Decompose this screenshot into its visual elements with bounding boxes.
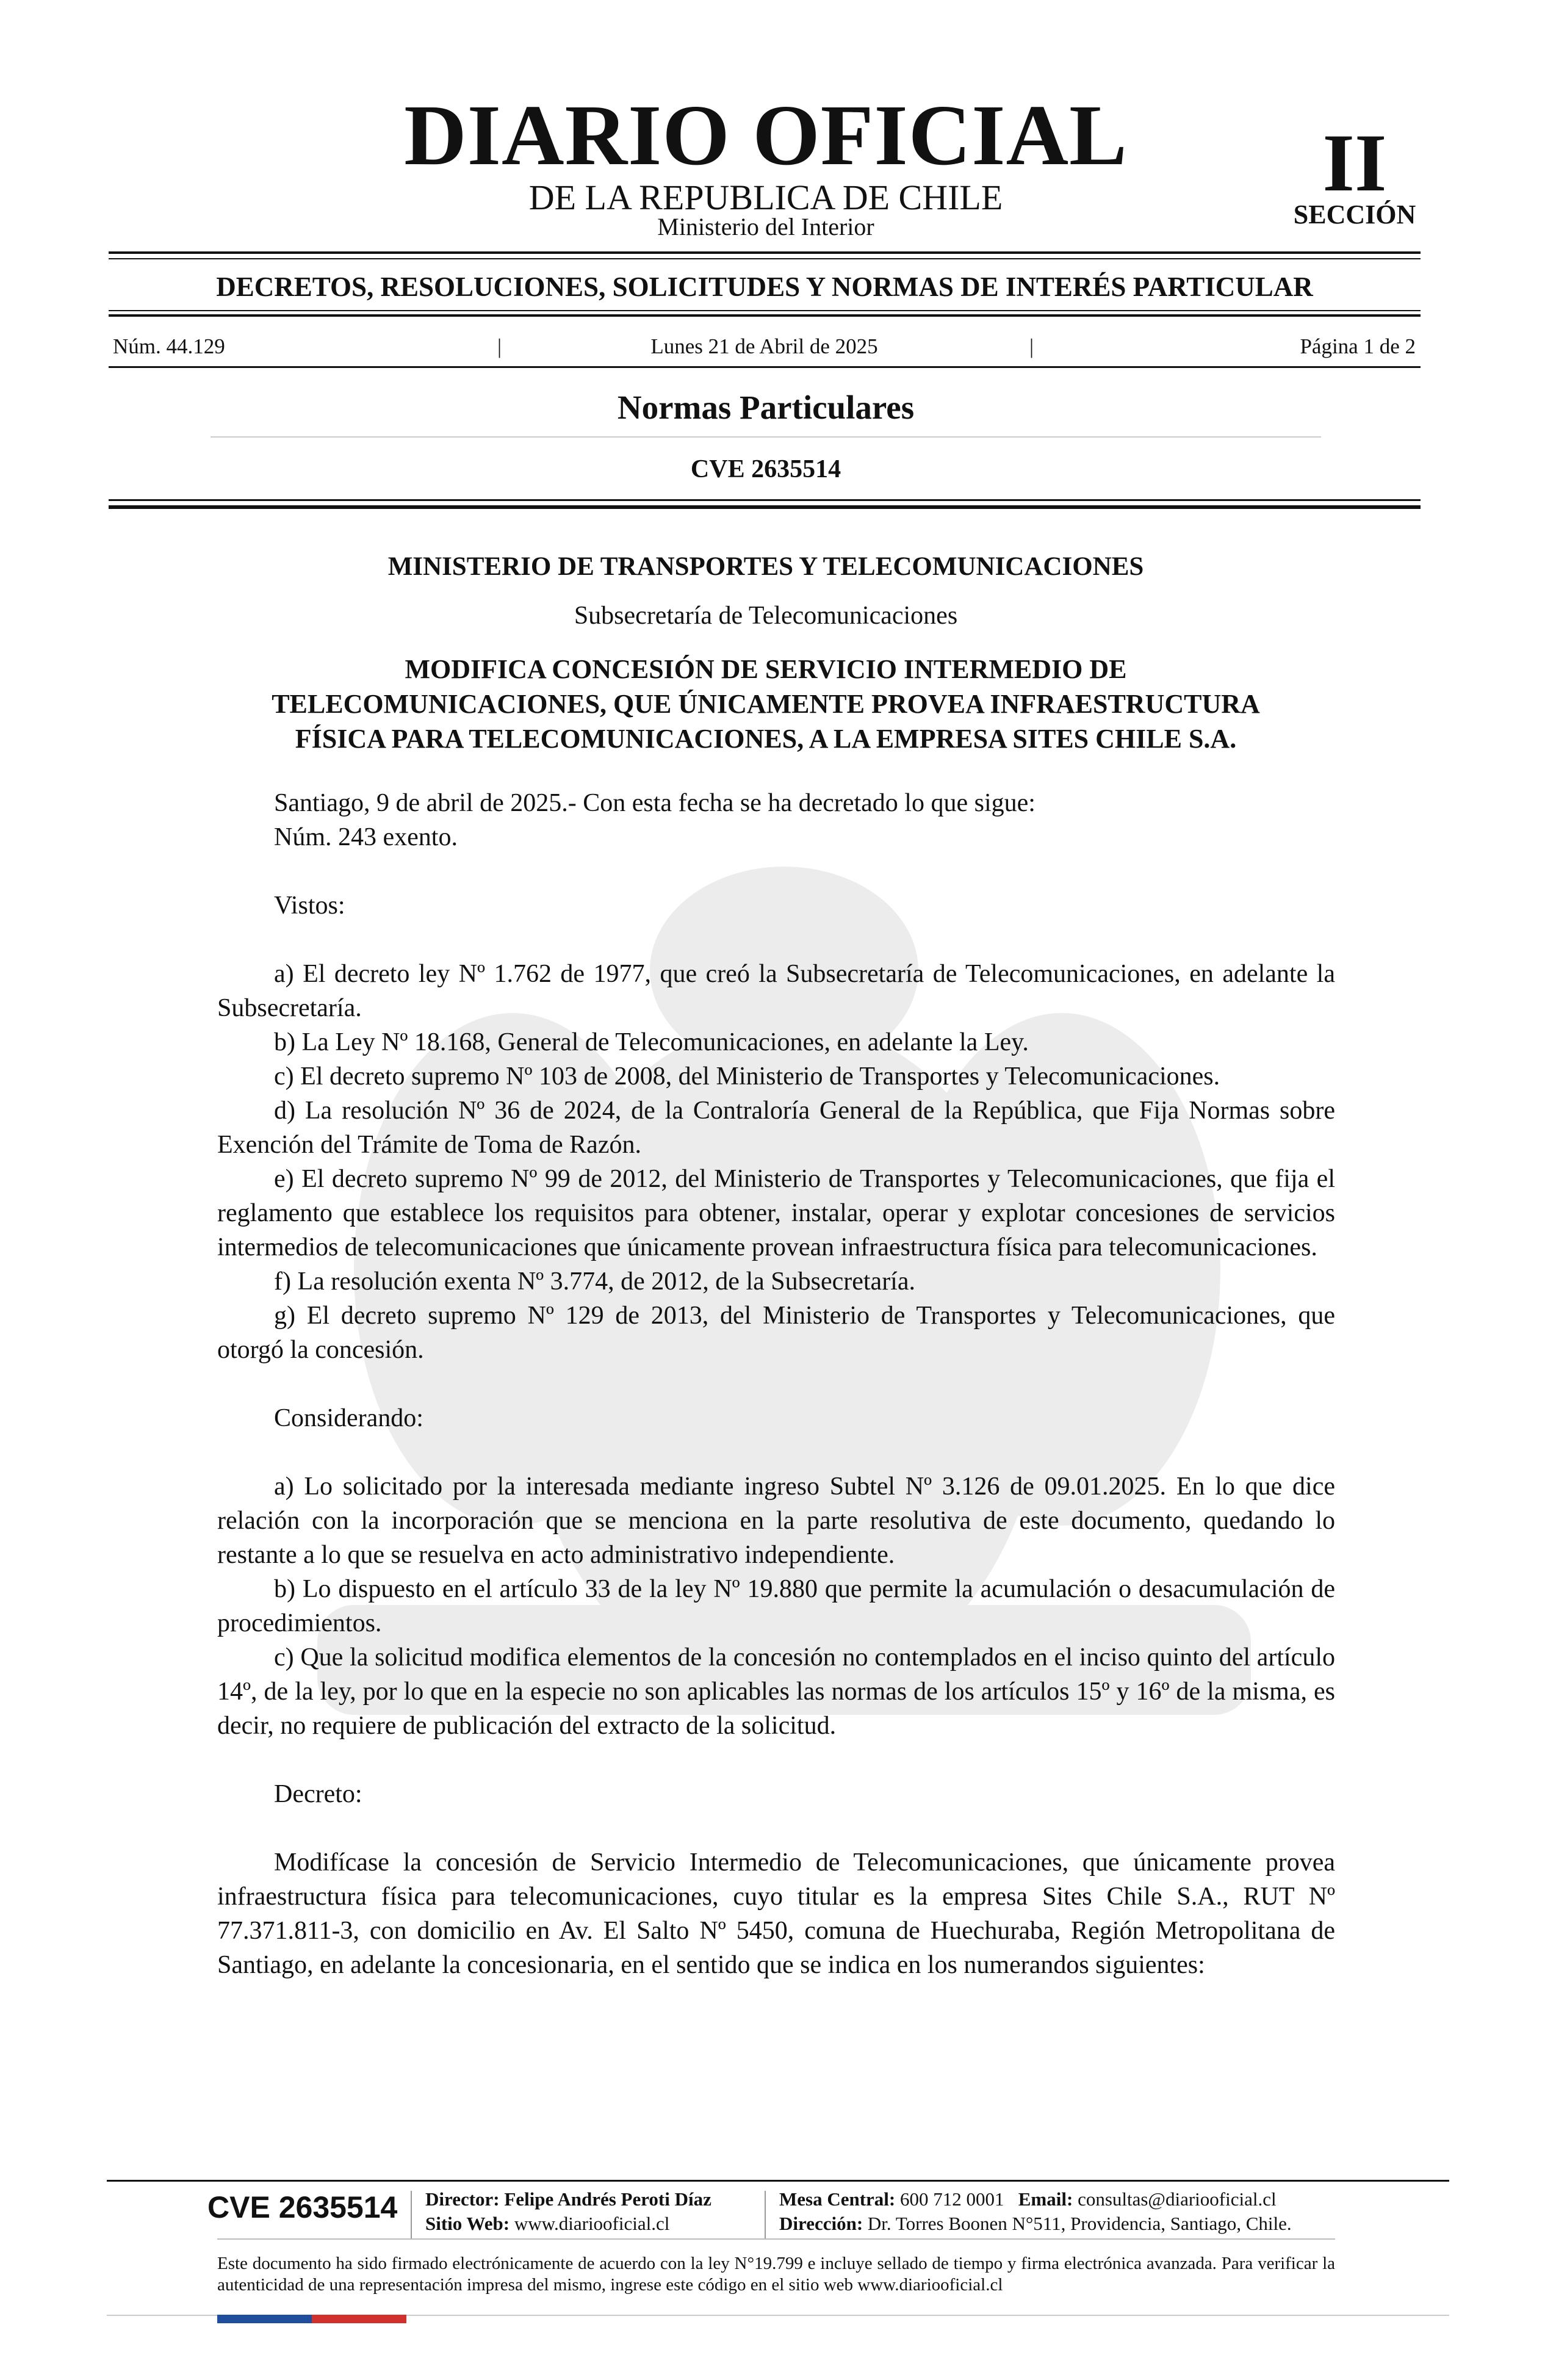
masthead-subtitle: DE LA REPUBLICA DE CHILE [528, 178, 1003, 217]
footer-separator-1 [411, 2191, 412, 2238]
flag-stripe-blue [217, 2315, 312, 2323]
decree-title [201, 652, 1330, 756]
section-label: SECCIÓN [1293, 200, 1416, 229]
footer-director-block [425, 2187, 711, 2236]
vistos-item-d: d) La resolución Nº 36 de 2024, de la Contraloría General de la República, que Fija Normas sobre Exención del Trámite de Toma de Razón. [217, 1097, 1335, 1159]
footer-email-link[interactable]: consultas@diariooficial.cl [1078, 2188, 1277, 2210]
footer-disclaimer: Este documento ha sido firmado electrónicamente de acuerdo con la ley N°19.799 e incluye sellado de tiempo y firma electrónica avanzada. Para verificar la autenticidad de una representación impresa del mismo, ingrese este código en el sitio web www.diariooficial.cl [217, 2254, 1335, 2295]
flag-stripe-red [312, 2315, 406, 2323]
decree-title-line-3: FÍSICA PARA TELECOMUNICACIONES, A LA EMPRESA SITES CHILE S.A. [295, 724, 1237, 754]
decree-title-line-1: MODIFICA CONCESIÓN DE SERVICIO INTERMEDIO DE [405, 654, 1127, 684]
footer-address: Dr. Torres Boonen N°511, Providencia, Santiago, Chile. [867, 2213, 1292, 2234]
subsecretaria-heading: Subsecretaría de Telecomunicaciones [574, 602, 958, 630]
issue-date: Lunes 21 de Abril de 2025 [650, 334, 878, 358]
issue-rule [109, 366, 1421, 368]
considerando-item-b: b) Lo dispuesto en el artículo 33 de la ley Nº 19.880 que permite la acumulación o desacumulación de procedimientos. [217, 1575, 1335, 1637]
vistos-item-f: f) La resolución exenta Nº 3.774, de 2012, de la Subsecretaría. [274, 1268, 915, 1296]
footer-email-label: Email: [1018, 2188, 1073, 2210]
banner-rule-bottom [109, 314, 1421, 317]
footer-site-label: Sitio Web: [425, 2213, 510, 2234]
footer-mesa-label: Mesa Central: [779, 2188, 896, 2210]
issue-number: Núm. 44.129 [113, 334, 225, 358]
vistos-item-b: b) La Ley Nº 18.168, General de Telecomunicaciones, en adelante la Ley. [274, 1028, 1029, 1056]
header-rule-top [109, 251, 1421, 254]
issue-info-row [113, 334, 1416, 359]
cve-rule-top [109, 499, 1421, 501]
decreto-paragraph: Modifícase la concesión de Servicio Intermedio de Telecomunicaciones, que únicamente provea infraestructura física para telecomunicaciones, cuyo titular es la empresa Sites Chile S.A., RUT Nº 77.371.811-3, con domicilio en Av. El Salto Nº 5450, comuna de Huechuraba, Región Metropolitana de Santiago, en adelante la concesionaria, en el sentido que se indica en los numerandos siguientes: [217, 1848, 1335, 1979]
header-rule-top-thin [109, 258, 1421, 259]
issue-separator-left: | [497, 334, 502, 358]
footer-address-label: Dirección: [779, 2213, 863, 2234]
footer-cve: CVE 2635514 [207, 2190, 398, 2224]
section-banner: DECRETOS, RESOLUCIONES, SOLICITUDES Y NORMAS DE INTERÉS PARTICULAR [216, 272, 1313, 302]
footer-contact-block [779, 2187, 1292, 2236]
issue-page: Página 1 de 2 [1300, 334, 1416, 358]
issue-separator-right: | [1029, 334, 1034, 358]
vistos-item-g: g) El decreto supremo Nº 129 de 2013, del Ministerio de Transportes y Telecomunicaciones, que otorgó la concesión. [217, 1302, 1335, 1364]
vistos-heading: Vistos: [274, 892, 345, 920]
section-title: Normas Particulares [617, 389, 915, 426]
vistos-item-a: a) El decreto ley Nº 1.762 de 1977, que creó la Subsecretaría de Telecomunicaciones, en adelante la Subsecretaría. [217, 960, 1335, 1022]
footer-director-label: Director: [425, 2188, 500, 2210]
footer-separator-2 [765, 2191, 766, 2238]
vistos-item-e: e) El decreto supremo Nº 99 de 2012, del Ministerio de Transportes y Telecomunicaciones, que fija el reglamento que establece los requisitos para obtener, instalar, operar y explotar concesiones de servicios intermedios de telecomunicaciones que únicamente provean infraestructura física para telecomunicaciones. [217, 1165, 1335, 1261]
footer-rule-mid [217, 2238, 1335, 2240]
masthead-title: DIARIO OFICIAL [404, 87, 1128, 183]
decree-title-line-2: TELECOMUNICACIONES, QUE ÚNICAMENTE PROVEA INFRAESTRUCTURA [272, 689, 1260, 719]
intro-line: Santiago, 9 de abril de 2025.- Con esta fecha se ha decretado lo que sigue: [274, 789, 1036, 817]
footer-rule-top [107, 2180, 1449, 2182]
ministry-heading: MINISTERIO DE TRANSPORTES Y TELECOMUNICACIONES [387, 552, 1144, 581]
considerando-item-a: a) Lo solicitado por la interesada mediante ingreso Subtel Nº 3.126 de 09.01.2025. En lo que dice relación con la incorporación que se menciona en la parte resolutiva de este documento, quedando lo restante a lo que se resuelva en acto administrativo independiente. [217, 1473, 1335, 1569]
decree-number: Núm. 243 exento. [274, 823, 458, 851]
considerando-heading: Considerando: [274, 1404, 423, 1432]
cve-rule-bottom [109, 505, 1421, 509]
section-number: II [1322, 118, 1387, 209]
banner-rule-top [109, 310, 1421, 311]
decreto-heading: Decreto: [274, 1780, 362, 1808]
considerando-item-c: c) Que la solicitud modifica elementos de la concesión no contemplados en el inciso quinto del artículo 14º, de la ley, por lo que en la especie no son aplicables las normas de los artículos 15º y 16º de la misma, es decir, no requiere de publicación del extracto de la solicitud. [217, 1643, 1335, 1740]
document-body [217, 786, 1335, 1982]
cve-header: CVE 2635514 [690, 455, 841, 483]
vistos-item-c: c) El decreto supremo Nº 103 de 2008, del Ministerio de Transportes y Telecomunicaciones. [274, 1062, 1220, 1091]
footer-director-name: Felipe Andrés Peroti Díaz [504, 2188, 711, 2210]
footer-mesa-phone: 600 712 0001 [900, 2188, 1004, 2210]
masthead-ministry: Ministerio del Interior [657, 213, 874, 240]
footer-site-link[interactable]: www.diariooficial.cl [514, 2213, 670, 2234]
section-title-divider [211, 436, 1321, 438]
